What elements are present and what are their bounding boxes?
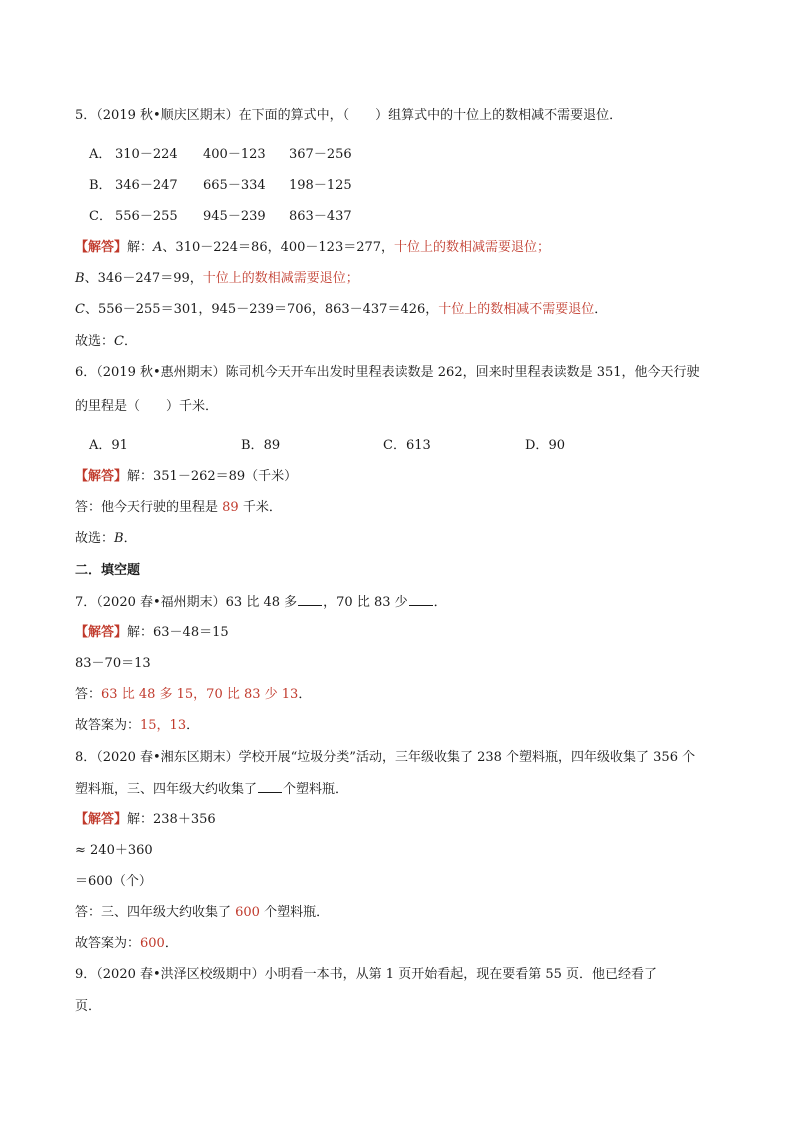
q5-stem: 5．（2019 秋•顺庆区期末）在下面的算式中，（ ）组算式中的十位上的数相减不需要退位． [75,108,623,123]
choice-var: C [114,334,124,349]
option-item: 945－239 [203,209,266,224]
option-label: B． [241,438,264,453]
answer-var: A [153,240,163,255]
q5-answer-line-1 [75,239,550,257]
option-item: 367－256 [289,147,352,162]
reply-highlight: 89 [222,500,239,515]
answer-var: B [75,271,85,286]
q9-stem-line-2: 页． [75,999,102,1014]
option-value: 613 [405,438,431,453]
answer-tag: 【解答】 [75,240,128,255]
q7-reply [75,686,311,704]
reply-prefix: 答：他今天行驶的里程是 [75,500,223,515]
reply-prefix: 答： [75,687,102,702]
q6-option-a [89,437,128,455]
q6-answer [75,468,297,486]
choice-prefix: 故选： [75,531,115,546]
choice-end: ． [123,531,137,546]
reply-highlight: 63 比 48 多 15，70 比 83 少 13 [101,687,299,702]
q7-final [75,717,199,735]
reply-suffix: 千米． [238,500,282,515]
q5-answer-line-2 [75,270,359,288]
answer-calc: 解：63－48＝15 [127,625,229,640]
answer-prefix: 解： [127,240,154,255]
final-highlight: 15，13 [140,718,187,733]
section-heading: 二．填空题 [75,563,141,578]
stem-part: 7．（2020 春•福州期末）63 比 48 多 [75,595,298,610]
option-value: 89 [263,438,281,453]
q9-stem-line-1: 9．（2020 春•洪泽区校级期中）小明看一本书，从第 1 页开始看起，现在要看第 55 页．他已经看了 [75,967,657,982]
q6-choice [75,530,137,548]
reply-end: ． [298,687,312,702]
stem-part: 个塑料瓶． [283,782,349,797]
q8-reply [75,904,329,922]
q5-answer-line-3 [75,301,607,319]
option-value: 90 [548,438,565,453]
option-label: A． [89,147,112,162]
reply-suffix: 个塑料瓶． [259,905,330,920]
q5-choice [75,333,137,351]
q8-answer [75,811,216,829]
option-label: C． [89,209,112,224]
option-item: 556－255 [115,209,178,224]
option-label: C． [383,438,406,453]
q8-stem-line-1: 8．（2020 春•湘东区期末）学校开展“垃圾分类”活动，三年级收集了 238 个塑料瓶，四年级收集了 356 个 [75,750,696,765]
choice-var: B [114,531,124,546]
option-label: A． [89,438,112,453]
stem-part: ，70 比 83 少 [323,595,408,610]
option-item: 863－437 [289,209,352,224]
answer-calc: 、310－224＝86，400－123＝277， [162,240,395,255]
answer-highlight: 十位上的数相减不需要退位 [438,302,595,317]
q7-answer [75,624,229,642]
option-label: B． [89,178,112,193]
q6-reply [75,499,282,517]
answer-blank [258,780,282,793]
q8-stem-line-2 [75,780,348,799]
q6-stem-line-1: 6．（2019 秋•惠州期末）陈司机今天开车出发时里程表读数是 262，回来时里程表读数是 351，他今天行驶 [75,365,700,380]
choice-prefix: 故选： [75,334,115,349]
answer-calc: 、346－247＝99， [84,271,203,286]
answer-calc: 解：351－262＝89（千米） [127,469,298,484]
answer-tag: 【解答】 [75,812,128,827]
option-value: 91 [111,438,128,453]
option-item: 400－123 [203,147,266,162]
final-end: ． [164,936,178,951]
stem-part: ． [433,595,447,610]
q8-calc-3: ＝600（个） [75,874,152,889]
final-prefix: 故答案为： [75,718,141,733]
answer-end: ． [594,302,608,317]
option-item: 198－125 [289,178,352,193]
option-item: 310－224 [115,147,178,162]
answer-var: C [75,302,85,317]
answer-calc: 、556－255＝301，945－239＝706，863－437＝426， [84,302,439,317]
q7-stem [75,593,447,612]
answer-highlight: 十位上的数相减需要退位； [394,240,551,255]
q6-option-c [383,437,431,455]
q8-calc-2: ≈ 240＋360 [75,843,153,858]
q6-stem-line-2: 的里程是（ ）千米． [75,399,219,414]
option-item: 665－334 [203,178,266,193]
q6-option-d [525,437,565,455]
option-item: 346－247 [115,178,178,193]
stem-part: 塑料瓶，三、四年级大约收集了 [75,782,258,797]
reply-prefix: 答：三、四年级大约收集了 [75,905,236,920]
final-highlight: 600 [140,936,165,951]
option-label: D． [525,438,549,453]
answer-calc: 解：238＋356 [127,812,216,827]
answer-blank [409,593,433,606]
final-end: ． [186,718,200,733]
answer-highlight: 十位上的数相减需要退位； [202,271,359,286]
final-prefix: 故答案为： [75,936,141,951]
answer-blank [298,593,322,606]
answer-tag: 【解答】 [75,625,128,640]
answer-tag: 【解答】 [75,469,128,484]
reply-highlight: 600 [235,905,260,920]
q8-final [75,935,178,953]
choice-end: ． [123,334,137,349]
q6-option-b [241,437,280,455]
q7-calc-2: 83－70＝13 [75,656,151,671]
